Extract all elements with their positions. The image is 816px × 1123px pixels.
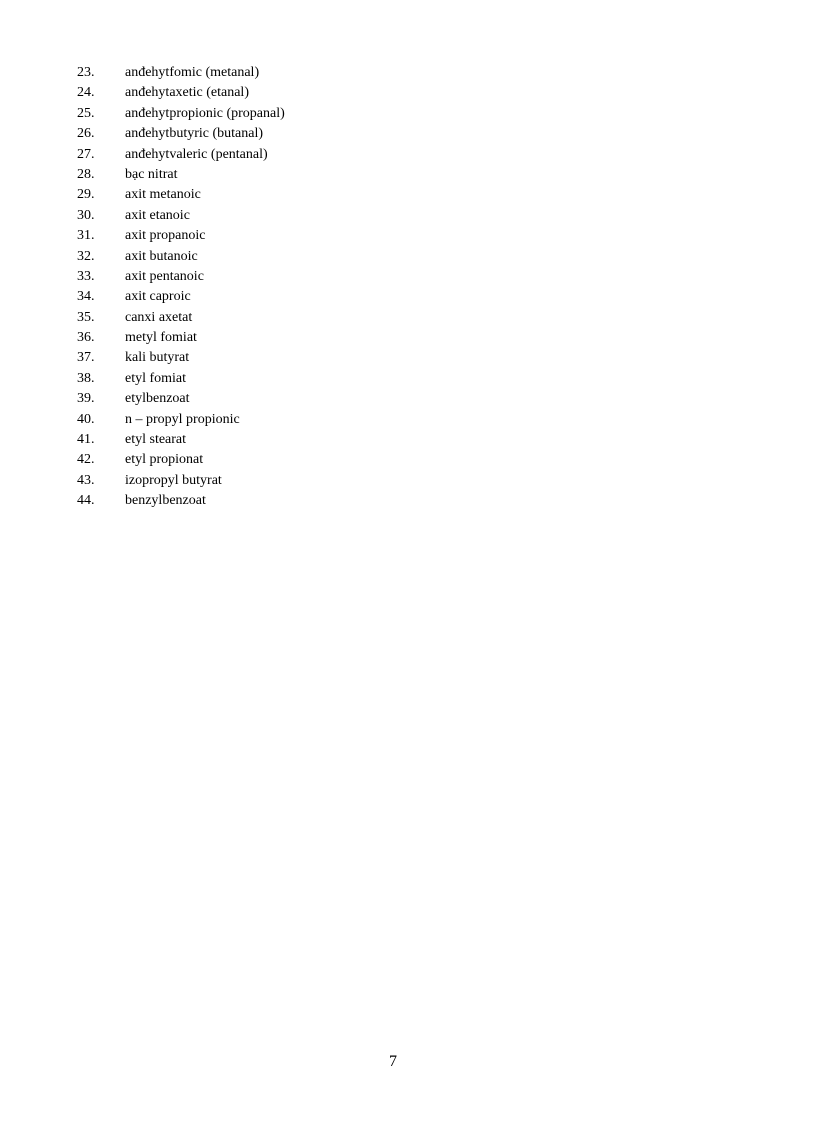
item-number: 25.: [77, 105, 95, 121]
item-text: axit caproic: [125, 289, 191, 305]
item-text: izopropyl butyrat: [125, 472, 222, 488]
item-text: kali butyrat: [125, 350, 190, 366]
item-text: anđehytaxetic (etanal): [125, 85, 249, 101]
list-item: [77, 83, 285, 103]
list-item: [77, 247, 285, 267]
list-item: [77, 491, 285, 511]
list-item: [77, 63, 285, 83]
item-text: anđehytbutyric (butanal): [125, 126, 264, 142]
list-item: [77, 450, 285, 470]
page-number: 7: [389, 1053, 397, 1070]
item-number: 34.: [77, 289, 95, 305]
item-text: anđehytfomic (metanal): [125, 65, 260, 80]
item-text: benzylbenzoat: [125, 493, 206, 509]
list-item: [77, 287, 285, 307]
item-text: anđehytpropionic (propanal): [125, 105, 285, 121]
item-number: 26.: [77, 126, 95, 142]
list-item: [77, 124, 285, 144]
item-number: 30.: [77, 207, 95, 223]
item-number: 42.: [77, 452, 95, 468]
list-item: [77, 185, 285, 205]
list-item: [77, 165, 285, 185]
item-number: 23.: [77, 65, 95, 80]
item-text: etyl fomiat: [125, 370, 187, 386]
item-number: 41.: [77, 432, 95, 448]
list-item: [77, 369, 285, 389]
item-text: n – propyl propionic: [125, 411, 240, 427]
item-number: 36.: [77, 330, 95, 346]
item-number: 33.: [77, 268, 95, 284]
item-number: 29.: [77, 187, 95, 203]
list-item: [77, 348, 285, 368]
list-item: [77, 471, 285, 491]
list-item: [77, 430, 285, 450]
item-text: axit butanoic: [125, 248, 198, 264]
item-text: axit propanoic: [125, 228, 206, 244]
item-number: 43.: [77, 472, 95, 488]
item-number: 27.: [77, 146, 95, 162]
list-item: [77, 104, 285, 124]
list-item: [77, 226, 285, 246]
list-item: [77, 410, 285, 430]
item-number: 24.: [77, 85, 95, 101]
item-text: canxi axetat: [125, 309, 193, 325]
list-item: [77, 328, 285, 348]
item-text: metyl fomiat: [125, 330, 197, 346]
list-item: [77, 145, 285, 165]
item-text: axit pentanoic: [125, 268, 204, 284]
list-item: [77, 389, 285, 409]
item-text: etyl propionat: [125, 452, 204, 468]
item-number: 35.: [77, 309, 95, 325]
item-number: 31.: [77, 228, 95, 244]
item-text: axit etanoic: [125, 207, 190, 223]
item-text: etyl stearat: [125, 432, 187, 448]
item-number: 28.: [77, 166, 95, 182]
numbered-list: [77, 63, 285, 512]
item-number: 44.: [77, 493, 95, 509]
item-number: 38.: [77, 370, 95, 386]
item-text: bạc nitrat: [125, 166, 178, 182]
item-number: 32.: [77, 248, 95, 264]
item-text: etylbenzoat: [125, 391, 190, 407]
item-text: axit metanoic: [125, 187, 201, 203]
list-item: [77, 308, 285, 328]
item-number: 40.: [77, 411, 95, 427]
list-item: [77, 267, 285, 287]
item-number: 39.: [77, 391, 95, 407]
item-text: anđehytvaleric (pentanal): [125, 146, 268, 162]
item-number: 37.: [77, 350, 95, 366]
list-item: [77, 206, 285, 226]
